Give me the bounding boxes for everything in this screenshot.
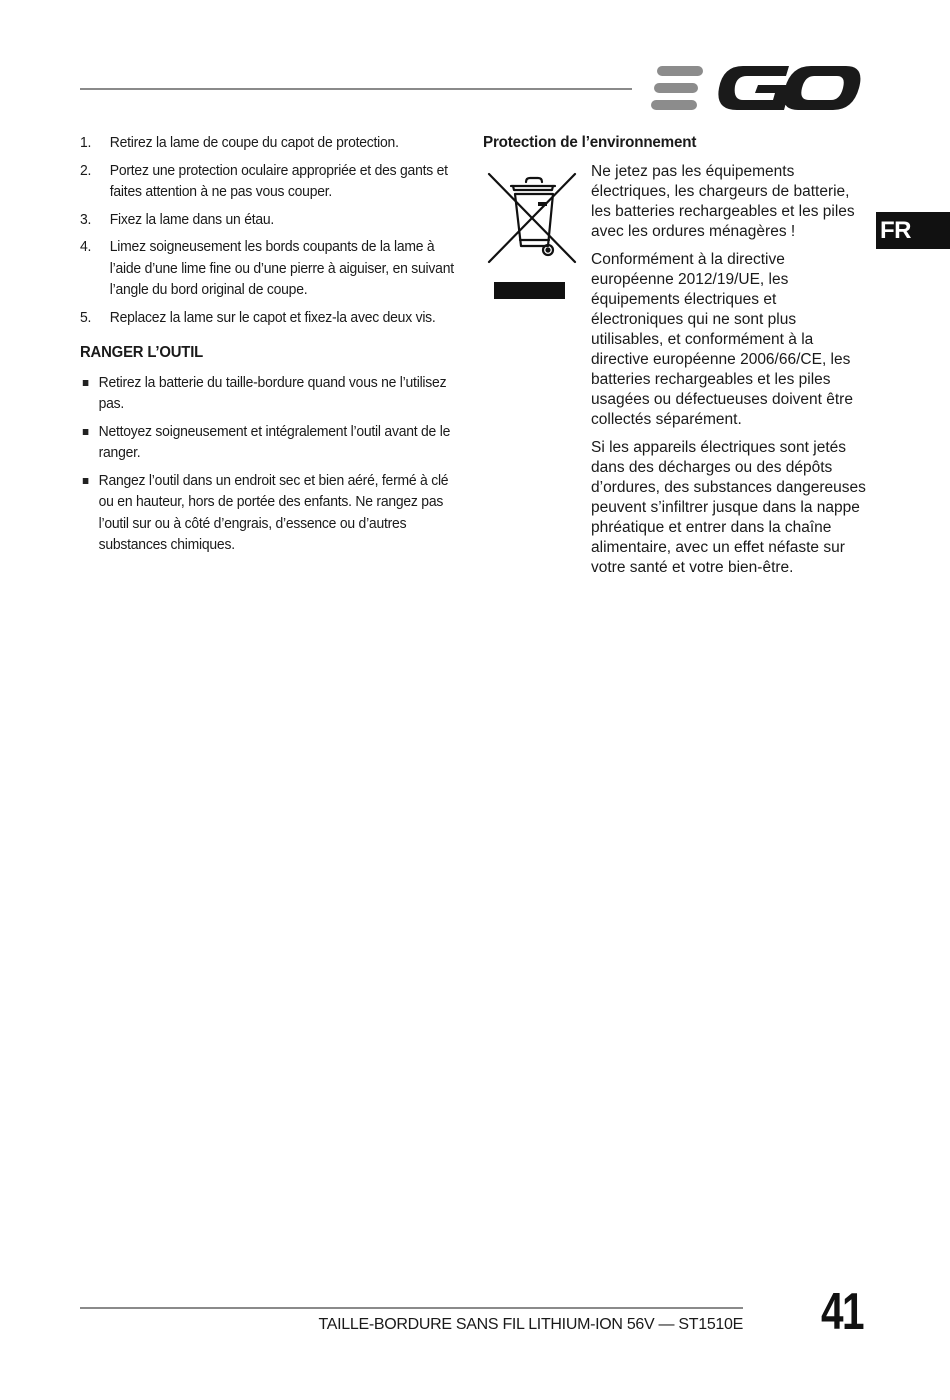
bullet-text: Rangez l’outil dans un endroit sec et bien aéré, fermé à clé ou en hauteur, hors de portée des enfants. Ne rangez pas l’outil sur ou à côté d’engrais, d’essence ou d’autres substances chimiques. — [98, 471, 449, 553]
bullet-text: Retirez la batterie du taille-bordure quand vous ne l’utilisez pas. — [98, 373, 447, 412]
section-heading-storage: RANGER L’OUTIL — [80, 344, 204, 361]
step-text: Fixez la lame dans un étau. — [109, 210, 275, 228]
footer-rule — [80, 1307, 743, 1309]
step-text: Replacez la lame sur le capot et fixez-la avec deux vis. — [109, 308, 436, 326]
bullet-text: Nettoyez soigneusement et intégralement l’outil avant de le ranger. — [98, 422, 451, 461]
step-number: 5. — [80, 308, 92, 326]
list-item — [80, 209, 461, 231]
bullet-square-icon — [83, 429, 89, 435]
right-column — [483, 132, 873, 576]
list-item — [80, 132, 461, 154]
bullet-square-icon — [83, 380, 89, 386]
step-text: Limez soigneusement les bords coupants de la lame à l’aide d’une lime fine ou d’une pierre à aiguiser, en suivant l’angle du bord original de coupe. — [109, 238, 454, 298]
step-number: 3. — [80, 210, 92, 228]
list-item — [80, 470, 461, 556]
section-heading-environment: Protection de l’environnement — [483, 134, 697, 151]
left-column — [80, 132, 461, 562]
step-number: 1. — [80, 134, 92, 151]
ego-logo — [651, 64, 861, 112]
footer-title: TAILLE-BORDURE SANS FIL LITHIUM-ION 56V — ST1510E — [318, 1316, 743, 1333]
weee-bar — [494, 282, 565, 299]
environment-text — [591, 162, 866, 586]
language-tab: FR — [876, 212, 950, 249]
crossed-out-wheelie-bin-icon — [486, 170, 578, 270]
list-item — [80, 160, 461, 203]
list-item — [80, 421, 461, 464]
paragraph: Ne jetez pas les équipements électriques, les chargeurs de batterie, les batteries rechargeables et les piles avec les ordures ménagères ! — [591, 163, 855, 240]
list-item — [80, 372, 461, 415]
step-text: Portez une protection oculaire appropriée et des gants et faites attention à ne pas vous couper. — [109, 161, 448, 200]
paragraph: Conformément à la directive européenne 2012/19/UE, les équipements électriques et électroniques qui ne sont plus utilisables, et conformément à la directive européenne 2006/66/CE, les batteries rechargeables et les piles usagées ou défectueuses doivent être collectés séparément. — [591, 251, 853, 428]
storage-bullets — [80, 372, 461, 556]
step-text: Retirez la lame de coupe du capot de protection. — [109, 134, 399, 151]
list-item — [80, 236, 461, 301]
step-number: 4. — [80, 238, 92, 255]
maintenance-steps — [80, 132, 461, 328]
header-rule — [80, 88, 632, 90]
paragraph: Si les appareils électriques sont jetés dans des décharges ou des dépôts d’ordures, des substances dangereuses peuvent s’infiltrer jusque dans la nappe phréatique et entrer dans la chaîne alimentaire, avec un effet néfaste sur votre santé et votre bien-être. — [591, 439, 866, 576]
list-item — [80, 307, 461, 329]
step-number: 2. — [80, 161, 92, 179]
bullet-square-icon — [83, 478, 89, 484]
page-number: 41 — [821, 1283, 863, 1341]
